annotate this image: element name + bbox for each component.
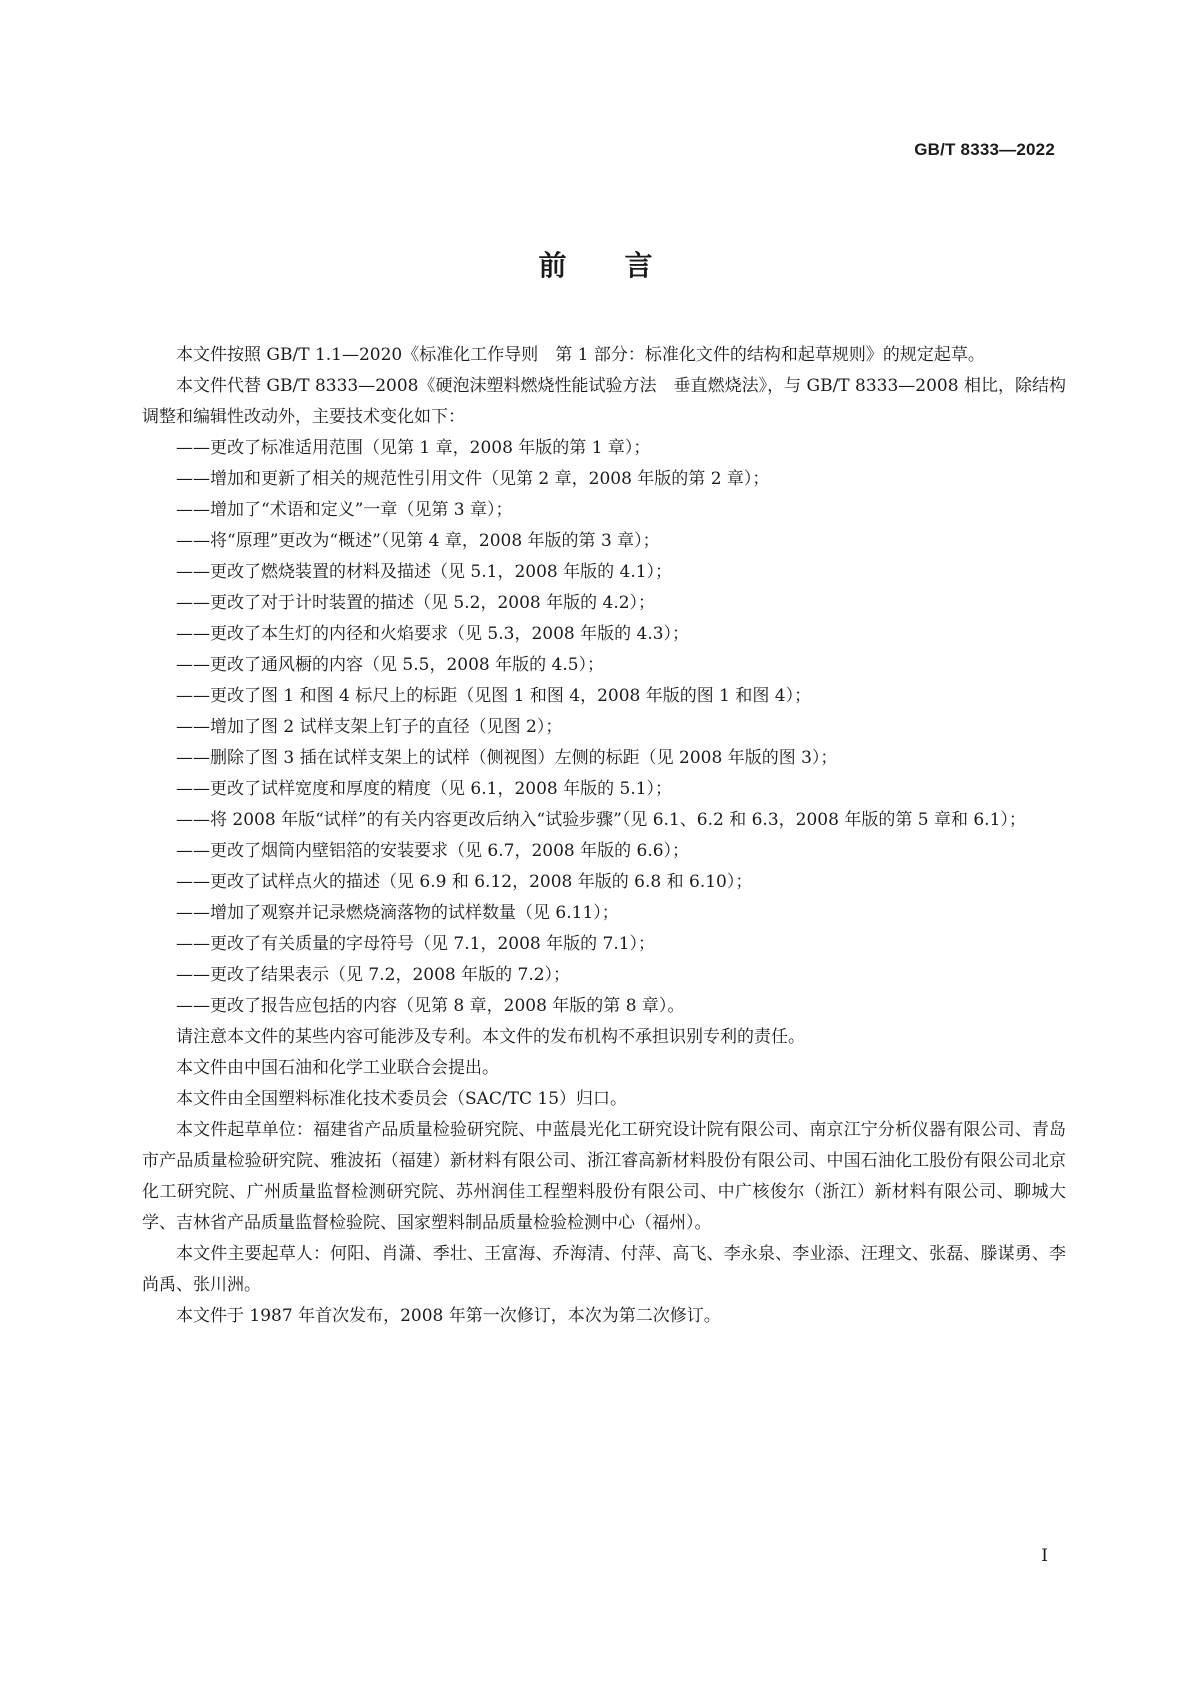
paragraph-revision-history: 本文件于 1987 年首次发布，2008 年第一次修订，本次为第二次修订。 [176, 1306, 721, 1326]
change-item-text: 增加和更新了相关的规范性引用文件（见第 2 章，2008 年版的第 2 章）； [210, 469, 770, 489]
dash-marker: —— [176, 903, 210, 923]
paragraph-proposer: 本文件由中国石油和化学工业联合会提出。 [176, 1058, 499, 1078]
dash-marker: —— [176, 965, 210, 985]
list-item [142, 495, 1066, 526]
list-item [142, 464, 1066, 495]
dash-marker: —— [176, 562, 210, 582]
list-item [142, 991, 1066, 1022]
list-item [142, 619, 1066, 650]
change-item-text: 将“原理”更改为“概述”（见第 4 章，2008 年版的第 3 章）； [210, 531, 660, 551]
dash-marker: —— [176, 469, 210, 489]
paragraph-technical-committee: 本文件由全国塑料标准化技术委员会（SAC/TC 15）归口。 [176, 1089, 628, 1109]
list-item [142, 929, 1066, 960]
change-item-text: 更改了报告应包括的内容（见第 8 章，2008 年版的第 8 章）。 [210, 996, 685, 1016]
dash-marker: —— [176, 872, 210, 892]
change-item-text: 更改了对于计时装置的描述（见 5.2，2008 年版的 4.2）； [210, 593, 656, 613]
change-item-text: 增加了观察并记录燃烧滴落物的试样数量（见 6.11）； [210, 903, 619, 923]
page-title: 前言 [538, 249, 711, 282]
paragraph-replacement: 本文件代替 GB/T 8333—2008《硬泡沫塑料燃烧性能试验方法 垂直燃烧法》，与 GB/T 8333—2008 相比，除结构调整和编辑性改动外，主要技术变化如下： [142, 376, 1066, 427]
foreword-body [142, 340, 1066, 1332]
change-item-text: 更改了本生灯的内径和火焰要求（见 5.3，2008 年版的 4.3）； [210, 624, 690, 644]
change-item-text: 增加了图 2 试样支架上钉子的直径（见图 2）； [210, 717, 563, 737]
change-item-text: 更改了标准适用范围（见第 1 章，2008 年版的第 1 章）； [210, 438, 651, 458]
list-item [142, 712, 1066, 743]
list-item [142, 650, 1066, 681]
change-item-text: 更改了通风橱的内容（见 5.5，2008 年版的 4.5）； [210, 655, 605, 675]
change-item-text: 增加了“术语和定义”一章（见第 3 章）； [210, 500, 513, 520]
dash-marker: —— [176, 686, 210, 706]
page-number: I [1041, 1546, 1048, 1566]
paragraph-drafters: 本文件主要起草人：何阳、肖潇、季壮、王富海、乔海清、付萍、高飞、李永泉、李业添、汪理文、张磊、滕谋勇、李尚禹、张川洲。 [142, 1244, 1066, 1295]
change-item-text: 更改了烟筒内壁铝箔的安装要求（见 6.7，2008 年版的 6.6）； [210, 841, 690, 861]
paragraph-drafting-units: 本文件起草单位：福建省产品质量检验研究院、中蓝晨光化工研究设计院有限公司、南京江宁分析仪器有限公司、青岛市产品质量检验研究院、雅波拓（福建）新材料有限公司、浙江睿高新材料股份有限公司、中国石油化工股份有限公司北京化工研究院、广州质量监督检测研究院、苏州润佳工程塑料股份有限公司、中广核俊尔（浙江）新材料有限公司、聊城大学、吉林省产品质量监督检验院、国家塑料制品质量检验检测中心（福州）。 [142, 1120, 1066, 1233]
dash-marker: —— [176, 748, 210, 768]
change-item-text: 更改了结果表示（见 7.2，2008 年版的 7.2）； [210, 965, 571, 985]
change-item-text: 更改了试样宽度和厚度的精度（见 6.1，2008 年版的 5.1）； [210, 779, 673, 799]
dash-marker: —— [176, 624, 210, 644]
technical-changes-list [142, 433, 1066, 1022]
list-item [142, 681, 1066, 712]
paragraph-drafting-rules: 本文件按照 GB/T 1.1—2020《标准化工作导则 第 1 部分：标准化文件的结构和起草规则》的规定起草。 [176, 345, 985, 365]
dash-marker: —— [176, 996, 210, 1016]
list-item [142, 805, 1066, 836]
change-item-text: 更改了试样点火的描述（见 6.9 和 6.12，2008 年版的 6.8 和 6.10）； [210, 872, 753, 892]
dash-marker: —— [176, 438, 210, 458]
change-item-text: 更改了燃烧装置的材料及描述（见 5.1，2008 年版的 4.1）； [210, 562, 673, 582]
dash-marker: —— [176, 500, 210, 520]
change-item-text: 更改了有关质量的字母符号（见 7.1，2008 年版的 7.1）； [210, 934, 656, 954]
dash-marker: —— [176, 841, 210, 861]
list-item [142, 433, 1066, 464]
dash-marker: —— [176, 934, 210, 954]
dash-marker: —— [176, 779, 210, 799]
paragraph-patent-notice: 请注意本文件的某些内容可能涉及专利。本文件的发布机构不承担识别专利的责任。 [176, 1027, 805, 1047]
list-item [142, 836, 1066, 867]
standard-code: GB/T 8333—2022 [914, 140, 1055, 159]
list-item [142, 774, 1066, 805]
list-item [142, 867, 1066, 898]
list-item [142, 960, 1066, 991]
list-item [142, 557, 1066, 588]
list-item [142, 526, 1066, 557]
dash-marker: —— [176, 655, 210, 675]
change-item-text: 将 2008 年版“试样”的有关内容更改后纳入“试验步骤”（见 6.1、6.2 和 6.3，2008 年版的第 5 章和 6.1）； [210, 810, 1026, 830]
dash-marker: —— [176, 531, 210, 551]
dash-marker: —— [176, 717, 210, 737]
change-item-text: 删除了图 3 插在试样支架上的试样（侧视图）左侧的标距（见 2008 年版的图 3）； [210, 748, 838, 768]
list-item [142, 743, 1066, 774]
list-item [142, 588, 1066, 619]
dash-marker: —— [176, 810, 210, 830]
list-item [142, 898, 1066, 929]
dash-marker: —— [176, 593, 210, 613]
change-item-text: 更改了图 1 和图 4 标尺上的标距（见图 1 和图 4，2008 年版的图 1 和图 4）； [210, 686, 812, 706]
